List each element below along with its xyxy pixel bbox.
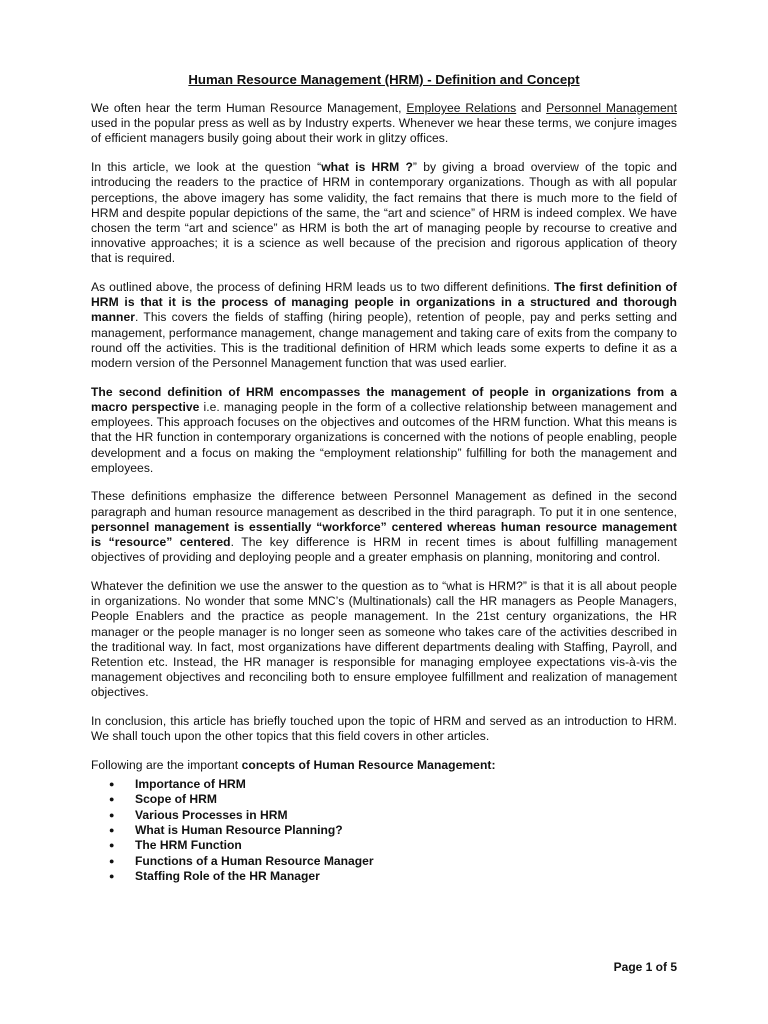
list-item: ● Importance of HRM <box>109 777 677 792</box>
paragraph-8: Following are the important concepts of Human Resource Management: <box>91 758 496 773</box>
list-item: ● Staffing Role of the HR Manager <box>109 869 677 884</box>
link-employee-relations[interactable]: Employee Relations <box>406 101 517 115</box>
list-item: ● Various Processes in HRM <box>109 808 677 823</box>
paragraph-2: In this article, we look at the question “what is HRM ?” by giving a broad overview of the topic and introducing the readers to the practice of HRM in contemporary organizations. Though as with all popular perceptions, the above imagery has some validity, the fact remains that there is much more to the field of HRM and despite popular depictions of the same, the “art and science” of HRM is indeed complex. We have chosen the term “art and science” as HRM is both the art of managing people by recourse to creative and innovative approaches; it is a science as well because of the precision and rigorous application of theory that is required. <box>91 160 677 266</box>
list-item: ● What is Human Resource Planning? <box>109 823 677 838</box>
page-title: Human Resource Management (HRM) - Definition and Concept <box>188 72 580 87</box>
link-personnel-management[interactable]: Personnel Management <box>546 101 677 115</box>
paragraph-4: The second definition of HRM encompasses the management of people in organizations from a macro perspective i.e. managing people in the form of a collective relationship between management and employees. This approach focuses on the objectives and outcomes of the HRM function. What this means is that the HR function in contemporary organizations is concerned with the notions of people enabling, people development and a focus on making the “employment relationship” fulfilling for both the management and employees. <box>91 384 678 475</box>
page-number: Page 1 of 5 <box>613 960 677 974</box>
paragraph-5: These definitions emphasize the difference between Personnel Management as defined in the second paragraph and human resource management as described in the third paragraph. To put it in one sentence, personnel management is essentially “workforce” centered whereas human resource management is “resource” centered. The key difference is HRM in recent times is about fulfilling management objectives of providing and deploying people and a greater emphasis on planning, monitoring and control. <box>91 489 677 565</box>
paragraph-7: In conclusion, this article has briefly touched upon the topic of HRM and served as an introduction to HRM. We shall touch upon the other topics that this field covers in other articles. <box>91 714 677 744</box>
concepts-list <box>91 777 677 885</box>
paragraph-3: As outlined above, the process of defining HRM leads us to two different definitions. The first definition of HRM is that it is the process of managing people in organizations in a structured and thorough manner. This covers the fields of staffing (hiring people), retention of people, pay and perks setting and management, performance management, change management and taking care of exits from the company to round off the activities. This is the traditional definition of HRM which leads some experts to define it as a modern version of the Personnel Management function that was used earlier. <box>91 280 678 371</box>
list-item: ● Functions of a Human Resource Manager <box>109 854 677 869</box>
list-item: ● Scope of HRM <box>109 792 677 807</box>
paragraph-1: We often hear the term Human Resource Management, Employee Relations and Personnel Management used in the popular press as well as by Industry experts. Whenever we hear these terms, we conjure images of efficient managers busily going about their work in glitzy offices. <box>91 101 677 146</box>
paragraph-6: Whatever the definition we use the answer to the question as to “what is HRM?” is that it is all about people in organizations. No wonder that some MNC’s (Multinationals) call the HR managers as People Managers, People Enablers and the practice as people management. In the 21st century organizations, the HR manager or the people manager is no longer seen as someone who takes care of the activities described in the traditional way. In fact, most organizations have different departments dealing with Staffing, Payroll, and Retention etc. Instead, the HR manager is responsible for managing employee expectations vis-à-vis the management objectives and reconciling both to ensure employee fulfillment and realization of management objectives. <box>91 578 677 700</box>
list-item: ● The HRM Function <box>109 838 677 853</box>
